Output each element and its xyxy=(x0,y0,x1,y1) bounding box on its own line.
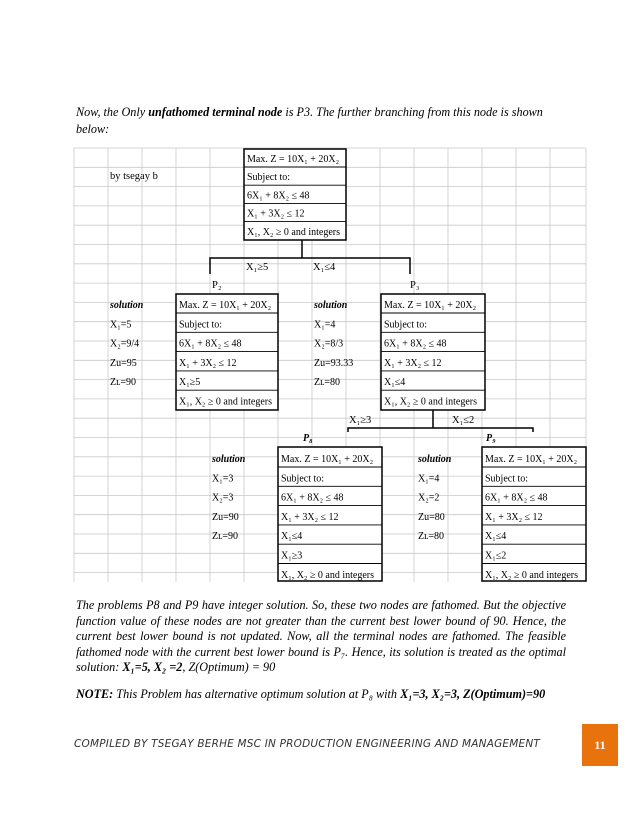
p8-model-line: 6X₁ + 8X₂ ≤ 48 xyxy=(281,492,344,504)
p3-model-line: X₁, X₂ ≥ 0 and integers xyxy=(384,396,477,408)
p2-sol-line: solution xyxy=(110,300,144,311)
p8-model-line: X₁≥3 xyxy=(281,550,303,562)
root-lines-line: Subject to: xyxy=(247,172,291,184)
p3-model-line: Subject to: xyxy=(384,319,428,331)
footer-text: COMPILED BY TSEGAY BERHE MSC IN PRODUCTION ENGINEERING AND MANAGEMENT xyxy=(74,738,541,750)
conclusion-text: The problems P8 and P9 have integer solution. So, these two nodes are fathomed. But the objective function value of these nodes are not greater than the current best lower bound of 90. Hence, the current best lower bound is not updated. Now, all the terminal nodes are fathomed. The feasible fathomed node with the current best lower bound is P₇. Hence, its solution is treated as the optimal solution: xyxy=(76,598,566,675)
p2-solution-text xyxy=(109,300,144,388)
p8-sol-line: X₂=3 xyxy=(212,492,234,504)
branch2-right-label: X₁≤2 xyxy=(452,415,475,426)
p2-sol-line: Zu=95 xyxy=(110,357,137,369)
p9-sol-line: Zu=80 xyxy=(418,511,445,523)
branch-right-label: X₁≤4 xyxy=(313,262,336,273)
intro-part1: Now, the Only xyxy=(76,105,149,119)
p8-model-line: Max. Z = 10X₁ + 20X₂ xyxy=(281,454,374,465)
conclusion-bold: X₁=5, X₂ =2 xyxy=(122,660,183,675)
note-label: NOTE: xyxy=(76,687,114,701)
p3-model-line: X₁ + 3X₂ ≤ 12 xyxy=(384,357,442,369)
intro-part2: is P3. The further branching from this node is shown below: xyxy=(76,105,543,136)
p3-solution-text xyxy=(313,300,353,388)
p8-label: P₈ xyxy=(303,433,313,444)
p9-label: P₉ xyxy=(486,433,496,444)
p2-sol-line: Zʟ=90 xyxy=(110,377,137,389)
p8-model-line: X₁, X₂ ≥ 0 and integers xyxy=(281,569,374,581)
p9-model-line: X₁ + 3X₂ ≤ 12 xyxy=(485,511,543,523)
p9-model-line: Subject to: xyxy=(485,473,529,485)
p2-model-line: 6X₁ + 8X₂ ≤ 48 xyxy=(179,338,242,350)
p2-label: P₂ xyxy=(212,280,222,291)
p8-model-line: X₁≤4 xyxy=(281,531,303,543)
conclusion-paragraph xyxy=(76,598,566,676)
p2-model-line: X₁≥5 xyxy=(179,377,201,389)
p3-sol-line: X₁=4 xyxy=(314,319,336,331)
note-bold: X₁=3, X₂=3, Z(Optimum)=90 xyxy=(400,687,546,701)
p3-sol-line: solution xyxy=(314,300,348,311)
p3-sol-line: Zʟ=80 xyxy=(314,377,341,389)
p2-model-line: X₁, X₂ ≥ 0 and integers xyxy=(179,396,272,408)
p3-label: P₃ xyxy=(410,280,420,291)
p9-model-line: X₁≤2 xyxy=(485,550,507,562)
conclusion-end: , Z(Optimum) = 90 xyxy=(182,660,276,675)
note-text: This Problem has alternative optimum solution at P₈ with xyxy=(113,687,401,701)
note-paragraph xyxy=(76,686,576,702)
p2-model-line: X₁ + 3X₂ ≤ 12 xyxy=(179,357,237,369)
root-lines-line: X₁ + 3X₂ ≤ 12 xyxy=(247,208,305,220)
p9-solution-text xyxy=(417,454,452,542)
branch-left-label: X₁≥5 xyxy=(246,262,269,273)
p9-model-line: 6X₁ + 8X₂ ≤ 48 xyxy=(485,492,548,504)
p9-model-line: X₁≤4 xyxy=(485,531,507,543)
p8-solution-text xyxy=(211,454,246,542)
branch-connector-2 xyxy=(348,410,533,432)
p2-sol-line: X₂=9/4 xyxy=(110,338,140,350)
branch2-left-label: X₁≥3 xyxy=(349,415,372,426)
p9-sol-line: X₂=2 xyxy=(418,492,440,504)
page-number: 11 xyxy=(582,724,618,766)
root-lines-line: Max. Z = 10X₁ + 20X₂ xyxy=(247,154,340,165)
p3-model-line: Max. Z = 10X₁ + 20X₂ xyxy=(384,300,477,311)
p3-sol-line: Zu=93.33 xyxy=(314,357,354,369)
p8-model-line: X₁ + 3X₂ ≤ 12 xyxy=(281,511,339,523)
root-lines-line: X₁, X₂ ≥ 0 and integers xyxy=(247,226,340,238)
p2-sol-line: X₁=5 xyxy=(110,319,132,331)
p9-sol-line: solution xyxy=(418,454,452,465)
p9-sol-line: X₁=4 xyxy=(418,473,440,485)
p8-model-line: Subject to: xyxy=(281,473,325,485)
p2-model-line: Subject to: xyxy=(179,319,223,331)
root-lines-line: 6X₁ + 8X₂ ≤ 48 xyxy=(247,190,310,202)
p8-sol-line: X₁=3 xyxy=(212,473,234,485)
p3-sol-line: X₂=8/3 xyxy=(314,338,344,350)
p3-model-line: 6X₁ + 8X₂ ≤ 48 xyxy=(384,338,447,350)
p2-model-line: Max. Z = 10X₁ + 20X₂ xyxy=(179,300,272,311)
p8-sol-line: solution xyxy=(212,454,246,465)
p8-sol-line: Zʟ=90 xyxy=(212,531,239,543)
p9-sol-line: Zʟ=80 xyxy=(418,531,445,543)
p9-model-line: X₁, X₂ ≥ 0 and integers xyxy=(485,569,578,581)
p3-model-line: X₁≤4 xyxy=(384,377,406,389)
p9-model-line: Max. Z = 10X₁ + 20X₂ xyxy=(485,454,578,465)
intro-bold: unfathomed terminal node xyxy=(148,105,283,119)
p8-sol-line: Zu=90 xyxy=(212,511,239,523)
watermark-text: by tsegay b xyxy=(110,171,158,182)
